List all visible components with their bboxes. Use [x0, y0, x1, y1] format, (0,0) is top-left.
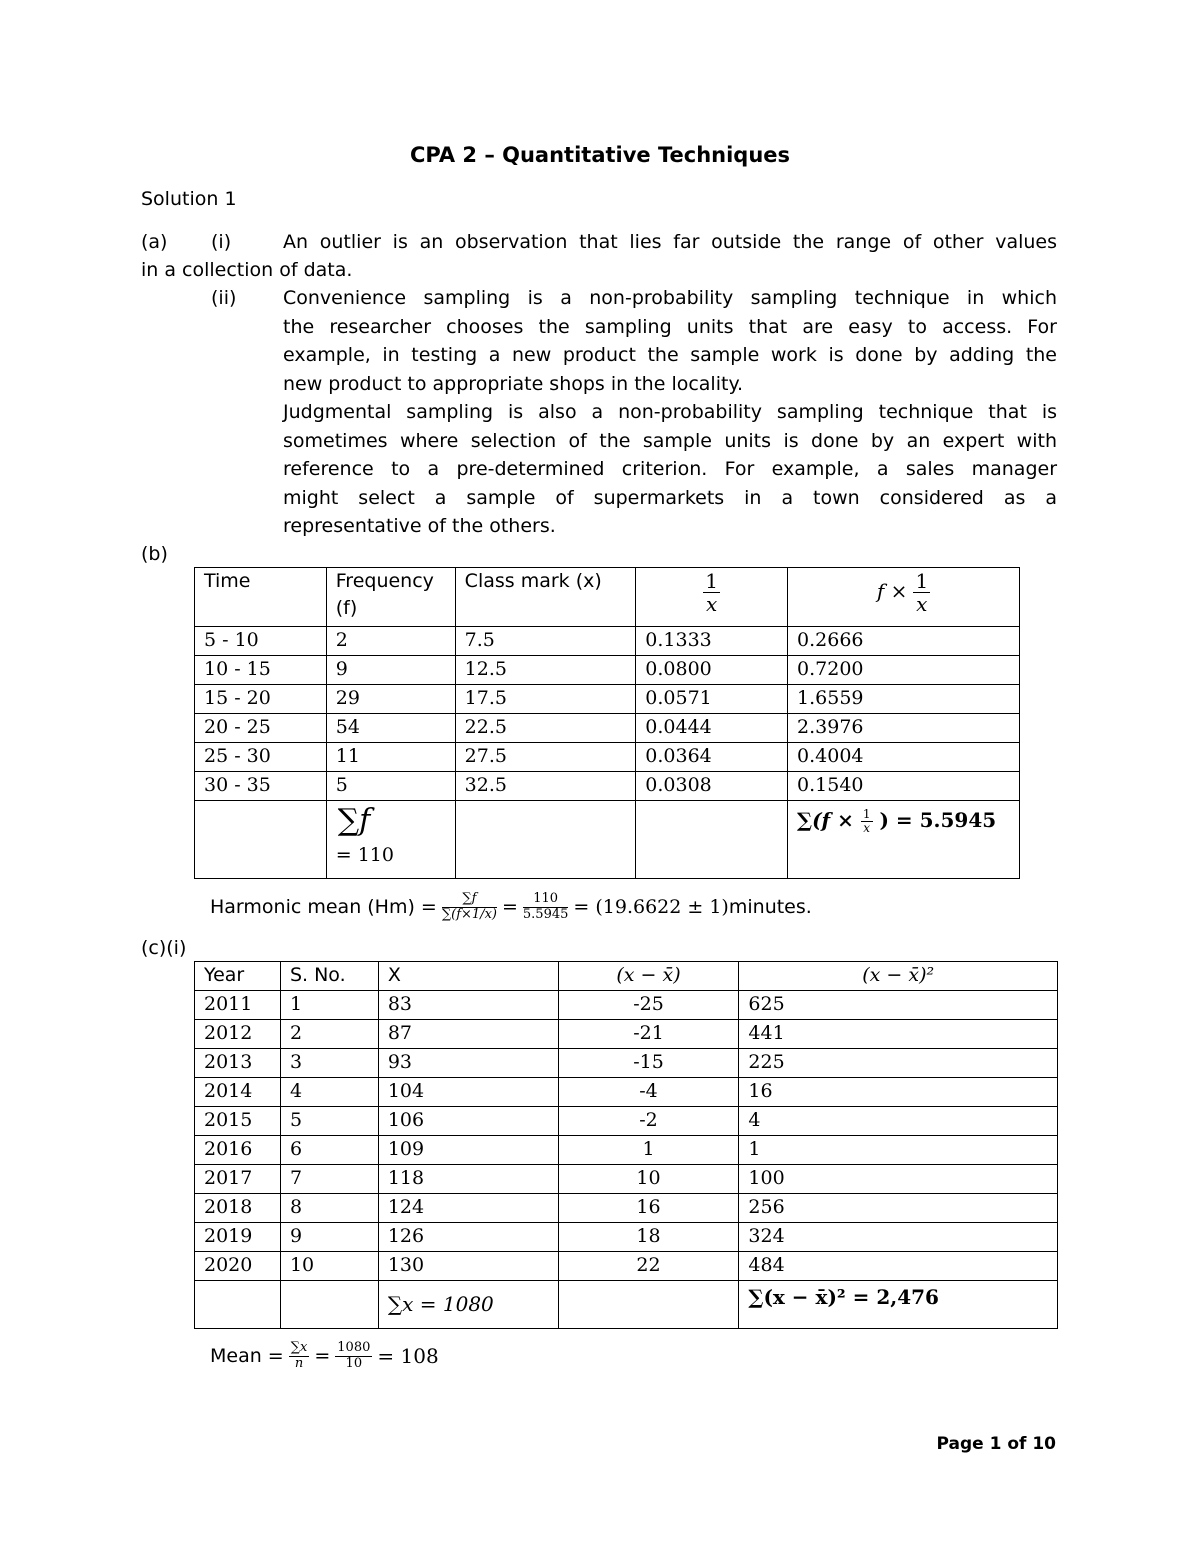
hm-num2: 110 — [523, 892, 569, 907]
cell-fx: 0.7200 — [788, 656, 1020, 685]
cell-dev: 22 — [558, 1252, 739, 1281]
ii-line: Convenience sampling is a non-probability sampling technique in which — [283, 287, 1057, 309]
cell-f: 54 — [326, 714, 455, 743]
sum-fx-value: ) = 5.5945 — [879, 808, 997, 832]
mean-result: = 108 — [377, 1344, 439, 1368]
mean-den2: 10 — [345, 1355, 363, 1371]
cell-sno: 8 — [280, 1194, 378, 1223]
table-row — [195, 1194, 1058, 1223]
sum-f-cell — [326, 801, 455, 879]
ii-line: new product to appropriate shops in the locality. — [283, 372, 744, 395]
table-sum-row — [195, 1281, 1058, 1329]
header-dev2: (x − x̄)² — [739, 962, 1058, 991]
ii-line: example, in testing a new product the sample work is done by adding the — [283, 344, 1057, 366]
cell-dev: -2 — [558, 1107, 739, 1136]
cell-inv: 0.0571 — [636, 685, 788, 714]
cell-time: 25 - 30 — [195, 743, 327, 772]
cell-fx: 0.2666 — [788, 627, 1020, 656]
page-number: Page 1 of 10 — [936, 1434, 1056, 1454]
part-a-i-line1: An outlier is an observation that lies far outside the range of other values — [283, 231, 1057, 253]
header-frequency-line1: Frequency — [335, 570, 434, 592]
deviation-table — [194, 961, 1058, 1329]
cell-dev: 10 — [558, 1165, 739, 1194]
cell-f: 29 — [326, 685, 455, 714]
cell-x: 22.5 — [455, 714, 636, 743]
cell-fx: 0.4004 — [788, 743, 1020, 772]
table-row — [195, 1223, 1058, 1252]
cell-sno: 5 — [280, 1107, 378, 1136]
sum-empty-cell — [280, 1281, 378, 1329]
part-b-label: (b) — [141, 543, 168, 565]
cell-x: 7.5 — [455, 627, 636, 656]
cell-x: 17.5 — [455, 685, 636, 714]
ii-line: sometimes where selection of the sample units is done by an expert with — [283, 429, 1057, 452]
sum-empty-cell — [558, 1281, 739, 1329]
sum-empty-cell — [195, 801, 327, 879]
cell-time: 30 - 35 — [195, 772, 327, 801]
ii-line: Judgmental sampling is also a non-probability sampling technique that is — [283, 401, 1057, 423]
cell-year: 2017 — [195, 1165, 281, 1194]
ii-line: the researcher chooses the sampling units that are easy to access. For — [283, 315, 1057, 338]
hm-num: ∑f — [442, 892, 497, 907]
hm-unit: minutes. — [728, 896, 812, 918]
cell-x: 87 — [378, 1020, 558, 1049]
header-classmark: Class mark (x) — [455, 568, 636, 627]
hm-result: = (19.6622 ± 1) — [573, 896, 729, 918]
sum-empty-cell — [195, 1281, 281, 1329]
header-frequency-line2: (f) — [335, 597, 358, 619]
sum-f-symbol: ∑f — [337, 803, 371, 838]
cell-x: 93 — [378, 1049, 558, 1078]
header-x: X — [378, 962, 558, 991]
cell-x: 124 — [378, 1194, 558, 1223]
sum-dev2-cell: ∑(x − x̄)² = 2,476 — [739, 1281, 1058, 1329]
cell-dev2: 4 — [739, 1107, 1058, 1136]
cell-f: 2 — [326, 627, 455, 656]
cell-dev: 16 — [558, 1194, 739, 1223]
cell-x: 126 — [378, 1223, 558, 1252]
cell-x: 109 — [378, 1136, 558, 1165]
cell-x: 12.5 — [455, 656, 636, 685]
table-row — [195, 1020, 1058, 1049]
sum-x-cell: ∑x = 1080 — [378, 1281, 558, 1329]
table-row — [195, 1252, 1058, 1281]
cell-dev2: 441 — [739, 1020, 1058, 1049]
cell-time: 20 - 25 — [195, 714, 327, 743]
header-fx-den: x — [916, 592, 928, 616]
cell-year: 2011 — [195, 991, 281, 1020]
table-row — [195, 1165, 1058, 1194]
part-a-i-label: (i) — [211, 231, 232, 253]
cell-year: 2015 — [195, 1107, 281, 1136]
header-sno: S. No. — [280, 962, 378, 991]
cell-dev: -15 — [558, 1049, 739, 1078]
page-title: CPA 2 – Quantitative Techniques — [409, 143, 791, 167]
cell-year: 2018 — [195, 1194, 281, 1223]
part-a-i-line2: in a collection of data. — [141, 259, 353, 281]
header-reciprocal — [636, 568, 788, 627]
cell-x: 83 — [378, 991, 558, 1020]
table-row — [195, 1078, 1058, 1107]
sum-fx-num: 1 — [862, 806, 871, 821]
cell-sno: 4 — [280, 1078, 378, 1107]
table-row — [195, 772, 1020, 801]
header-year: Year — [195, 962, 281, 991]
ii-line: reference to a pre-determined criterion. For example, a sales manager — [283, 458, 1057, 480]
harmonic-mean-formula — [210, 878, 812, 936]
cell-dev2: 1 — [739, 1136, 1058, 1165]
cell-time: 15 - 20 — [195, 685, 327, 714]
cell-year: 2016 — [195, 1136, 281, 1165]
header-f-times-reciprocal — [788, 568, 1020, 627]
table-row — [195, 991, 1058, 1020]
cell-sno: 9 — [280, 1223, 378, 1252]
cell-year: 2020 — [195, 1252, 281, 1281]
hm-eq: = — [501, 896, 518, 918]
table-row — [195, 1107, 1058, 1136]
sum-empty-cell — [455, 801, 636, 879]
cell-fx: 0.1540 — [788, 772, 1020, 801]
mean-label: Mean = — [210, 1345, 284, 1367]
cell-time: 10 - 15 — [195, 656, 327, 685]
cell-inv: 0.0364 — [636, 743, 788, 772]
hm-den2: 5.5945 — [522, 906, 569, 922]
cell-dev2: 324 — [739, 1223, 1058, 1252]
ii-line: might select a sample of supermarkets in a town considered as a — [283, 486, 1057, 509]
table-header-row — [195, 568, 1020, 627]
cell-sno: 10 — [280, 1252, 378, 1281]
cell-x: 32.5 — [455, 772, 636, 801]
cell-inv: 0.0444 — [636, 714, 788, 743]
table-row — [195, 627, 1020, 656]
cell-year: 2013 — [195, 1049, 281, 1078]
table-header-row — [195, 962, 1058, 991]
cell-dev2: 16 — [739, 1078, 1058, 1107]
hm-den: ∑(f×1/x) — [441, 906, 497, 922]
cell-sno: 2 — [280, 1020, 378, 1049]
cell-dev2: 256 — [739, 1194, 1058, 1223]
cell-x: 106 — [378, 1107, 558, 1136]
cell-inv: 0.1333 — [636, 627, 788, 656]
cell-fx: 2.3976 — [788, 714, 1020, 743]
solution-label: Solution 1 — [141, 188, 237, 210]
table-row — [195, 685, 1020, 714]
harmonic-table — [194, 567, 1020, 879]
cell-sno: 6 — [280, 1136, 378, 1165]
header-dev: (x − x̄) — [558, 962, 739, 991]
header-f-times: f × — [876, 579, 908, 603]
cell-x: 27.5 — [455, 743, 636, 772]
header-reciprocal-num: 1 — [705, 569, 719, 593]
table-row — [195, 656, 1020, 685]
header-reciprocal-den: x — [706, 592, 718, 616]
part-a-ii-text — [283, 284, 1057, 541]
sum-fx-cell — [788, 801, 1020, 879]
mean-num2: 1080 — [337, 1340, 371, 1356]
cell-x: 130 — [378, 1252, 558, 1281]
cell-sno: 3 — [280, 1049, 378, 1078]
cell-f: 11 — [326, 743, 455, 772]
cell-time: 5 - 10 — [195, 627, 327, 656]
cell-year: 2012 — [195, 1020, 281, 1049]
cell-f: 5 — [326, 772, 455, 801]
sum-empty-cell — [636, 801, 788, 879]
part-c-label: (c)(i) — [141, 937, 187, 959]
cell-x: 104 — [378, 1078, 558, 1107]
cell-sno: 1 — [280, 991, 378, 1020]
table-row — [195, 1136, 1058, 1165]
table-sum-row — [195, 801, 1020, 879]
cell-f: 9 — [326, 656, 455, 685]
cell-dev: 18 — [558, 1223, 739, 1252]
cell-sno: 7 — [280, 1165, 378, 1194]
mean-eq: = — [314, 1345, 331, 1367]
hm-label: Harmonic mean (Hm) = — [210, 896, 437, 918]
header-time: Time — [195, 568, 327, 627]
cell-dev: -25 — [558, 991, 739, 1020]
cell-dev2: 484 — [739, 1252, 1058, 1281]
mean-den: n — [294, 1355, 304, 1371]
ii-line: representative of the others. — [283, 515, 556, 537]
sum-fx-den: x — [863, 821, 871, 835]
cell-dev: 1 — [558, 1136, 739, 1165]
table-row — [195, 1049, 1058, 1078]
header-frequency — [326, 568, 455, 627]
cell-year: 2014 — [195, 1078, 281, 1107]
part-a-label: (a) — [141, 231, 168, 253]
mean-num: ∑x — [290, 1340, 308, 1356]
cell-inv: 0.0800 — [636, 656, 788, 685]
cell-inv: 0.0308 — [636, 772, 788, 801]
sum-fx-prefix: ∑(f × — [797, 808, 854, 832]
table-row — [195, 714, 1020, 743]
cell-dev2: 625 — [739, 991, 1058, 1020]
mean-formula — [210, 1333, 439, 1379]
sum-f-value: = 110 — [335, 844, 394, 866]
table-row — [195, 743, 1020, 772]
header-fx-num: 1 — [915, 569, 929, 593]
cell-dev2: 100 — [739, 1165, 1058, 1194]
cell-year: 2019 — [195, 1223, 281, 1252]
cell-fx: 1.6559 — [788, 685, 1020, 714]
part-a-ii-label: (ii) — [211, 287, 237, 309]
cell-dev2: 225 — [739, 1049, 1058, 1078]
cell-x: 118 — [378, 1165, 558, 1194]
cell-dev: -4 — [558, 1078, 739, 1107]
cell-dev: -21 — [558, 1020, 739, 1049]
